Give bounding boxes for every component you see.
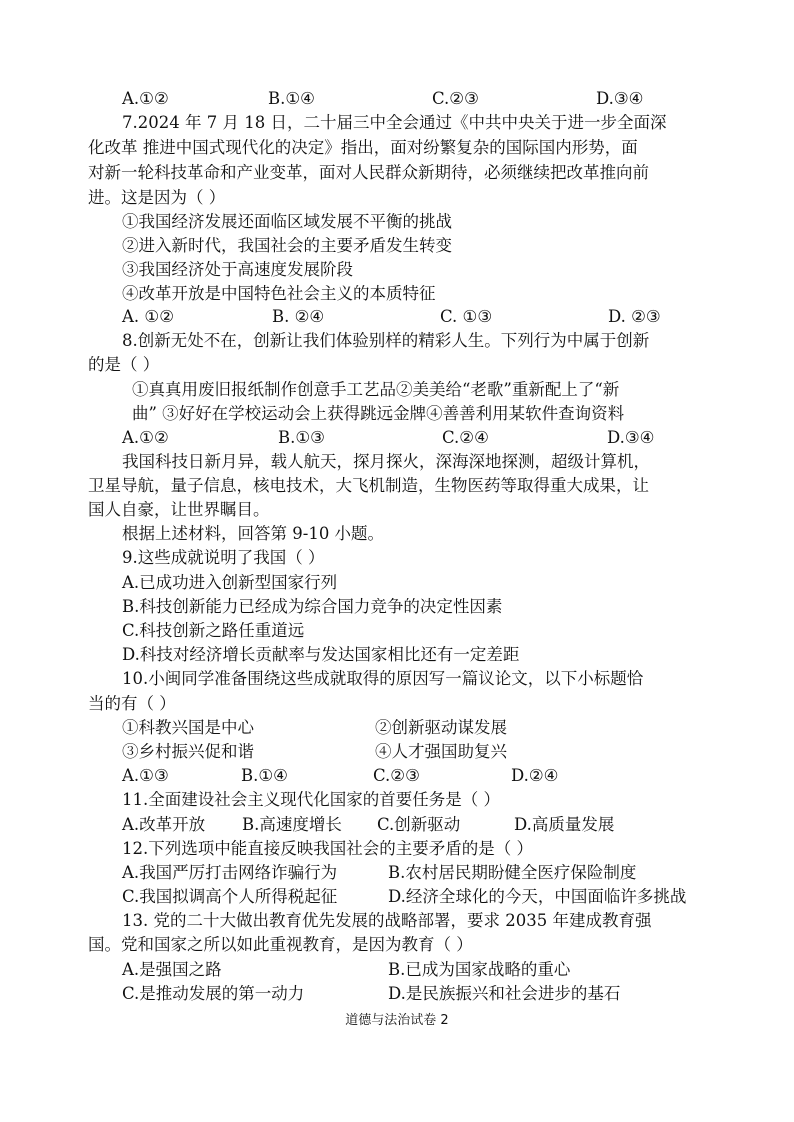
q8-option-a: A.①② xyxy=(122,428,169,447)
q11-option-c: C.创新驱动 xyxy=(377,815,461,834)
q8-item-line-2: 曲” ③好好在学校运动会上获得跳远金牌④善善利用某软件查询资料 xyxy=(132,404,625,423)
q6-option-b: B.①④ xyxy=(268,89,315,108)
q7-option-a: A. ①② xyxy=(122,307,174,326)
q10-item-1: ①科教兴国是中心 xyxy=(122,718,254,737)
q6-option-d: D.③④ xyxy=(596,89,644,108)
q9-option-b: B.科技创新能力已经成为综合国力竞争的决定性因素 xyxy=(122,597,503,616)
q9-stem: 9.这些成就说明了我国（ ） xyxy=(122,548,325,567)
q6-option-c: C.②③ xyxy=(432,89,479,108)
q13-stem-line-2: 国。党和国家之所以如此重视教育，是因为教育（ ） xyxy=(88,935,473,954)
q12-option-a: A.我国严厉打击网络诈骗行为 xyxy=(122,863,338,882)
q7-stem-line-4: 进。这是因为（ ） xyxy=(88,188,226,207)
q13-option-b: B.已成为国家战略的重心 xyxy=(388,960,571,979)
material-line-3: 国人自豪，让世界瞩目。 xyxy=(88,500,270,519)
q8-option-d: D.③④ xyxy=(607,428,655,447)
q12-stem: 12.下列选项中能直接反映我国社会的主要矛盾的是（ ） xyxy=(122,839,533,858)
q7-item-1: ①我国经济发展还面临区域发展不平衡的挑战 xyxy=(122,212,452,231)
q7-item-2: ②进入新时代，我国社会的主要矛盾发生转变 xyxy=(122,236,452,255)
q7-option-b: B. ②④ xyxy=(272,307,325,326)
q11-option-b: B.高速度增长 xyxy=(242,815,342,834)
material-instruction: 根据上述材料，回答第 9-10 小题。 xyxy=(122,524,385,543)
q11-option-d: D.高质量发展 xyxy=(514,815,615,834)
q8-item-line-1: ①真真用废旧报纸制作创意手工艺品②美美给“老歌”重新配上了“新 xyxy=(132,380,620,399)
q13-stem-line-1: 13. 党的二十大做出教育优先发展的战略部署，要求 2035 年建成教育强 xyxy=(122,911,652,930)
page-footer: 道德与法治试卷 2 xyxy=(345,1013,449,1028)
q10-item-3: ③乡村振兴促和谐 xyxy=(122,742,254,761)
q10-item-2: ②创新驱动谋发展 xyxy=(375,718,507,737)
q10-item-4: ④人才强国助复兴 xyxy=(375,742,507,761)
q10-option-c: C.②③ xyxy=(373,766,420,785)
q10-option-b: B.①④ xyxy=(241,766,288,785)
q11-option-a: A.改革开放 xyxy=(122,815,206,834)
q10-stem-line-2: 当的有（ ） xyxy=(88,694,176,713)
material-line-1: 我国科技日新月异，载人航天，探月探火，深海深地探测，超级计算机， xyxy=(122,452,650,471)
q12-option-d: D.经济全球化的今天，中国面临许多挑战 xyxy=(388,887,687,906)
q7-stem-line-3: 对新一轮科技革命和产业变革，面对人民群众新期待，必须继续把改革推向前 xyxy=(88,163,649,182)
q11-stem: 11.全面建设社会主义现代化国家的首要任务是（ ） xyxy=(122,790,500,809)
q13-option-a: A.是强国之路 xyxy=(122,960,222,979)
material-line-2: 卫星导航，量子信息，核电技术，大飞机制造，生物医药等取得重大成果，让 xyxy=(88,476,649,495)
q8-stem-line-2: 的是（ ） xyxy=(88,355,160,374)
q8-option-c: C.②④ xyxy=(442,428,489,447)
q7-option-c: C. ①③ xyxy=(440,307,493,326)
q9-option-c: C.科技创新之路任重道远 xyxy=(122,621,305,640)
q6-option-a: A.①② xyxy=(122,89,169,108)
q8-option-b: B.①③ xyxy=(278,428,325,447)
q10-option-a: A.①③ xyxy=(122,766,169,785)
q13-option-c: C.是推动发展的第一动力 xyxy=(122,984,305,1003)
q7-item-3: ③我国经济处于高速度发展阶段 xyxy=(122,260,353,279)
q12-option-c: C.我国拟调高个人所得税起征 xyxy=(122,887,338,906)
q10-option-d: D.②④ xyxy=(511,766,559,785)
q7-option-d: D. ②③ xyxy=(608,307,661,326)
q10-stem-line-1: 10.小闽同学准备围绕这些成就取得的原因写一篇议论文，以下小标题恰 xyxy=(122,669,644,688)
q7-item-4: ④改革开放是中国特色社会主义的本质特征 xyxy=(122,284,436,303)
q9-option-d: D.科技对经济增长贡献率与发达国家相比还有一定差距 xyxy=(122,645,520,664)
q7-stem-line-1: 7.2024 年 7 月 18 日，二十届三中全会通过《中共中央关于进一步全面深 xyxy=(122,113,667,132)
q7-stem-line-2: 化改革 推进中国式现代化的决定》指出，面对纷繁复杂的国际国内形势，面 xyxy=(88,138,638,157)
q8-stem-line-1: 8.创新无处不在，创新让我们体验别样的精彩人生。下列行为中属于创新 xyxy=(122,331,650,350)
q13-option-d: D.是民族振兴和社会进步的基石 xyxy=(388,984,621,1003)
q9-option-a: A.已成功进入创新型国家行列 xyxy=(122,573,338,592)
q12-option-b: B.农村居民期盼健全医疗保险制度 xyxy=(388,863,637,882)
